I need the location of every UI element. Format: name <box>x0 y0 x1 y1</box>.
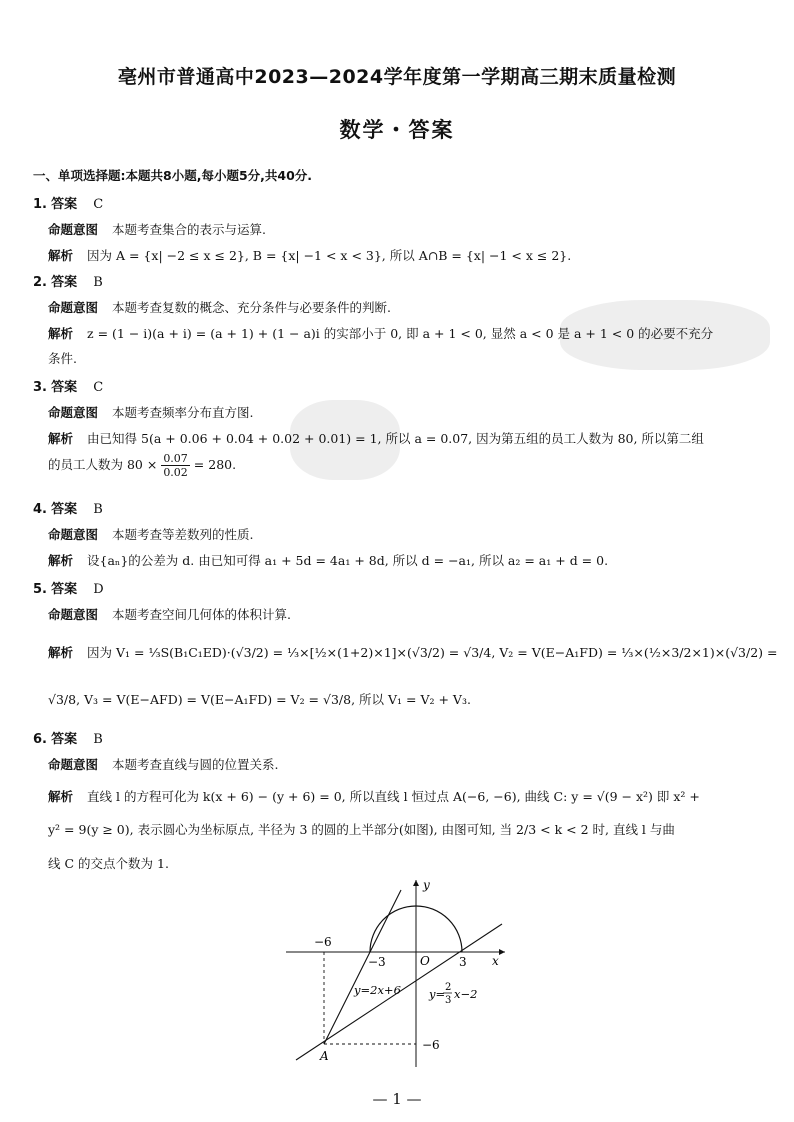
question-6-analysis <box>48 787 700 805</box>
x-axis-label: x <box>492 954 499 968</box>
analysis-label: 解析 <box>48 326 74 341</box>
question-number: 1. <box>33 197 47 212</box>
analysis-label: 解析 <box>48 248 74 263</box>
point-a-label: A <box>320 1049 329 1063</box>
question-6-answer <box>33 728 103 747</box>
question-2-analysis <box>48 324 713 342</box>
analysis-text: 因为 V₁ = ⅓S(B₁C₁ED)·(√3/2) = ⅓×[½×(1+2)×1]×(√3/2) = √3/4, V₂ = V(E−A₁FD) = ⅓×(½×3/2×1)×(√3/2) = <box>87 645 778 660</box>
line-label-2-denominator: 3 <box>445 995 452 1006</box>
page-number: — 1 — <box>372 1090 422 1108</box>
question-4-intent <box>48 525 254 543</box>
line-label-1: y=2x+6 <box>354 983 401 997</box>
analysis-text: 设{aₙ}的公差为 d. 由已知可得 a₁ + 5d = 4a₁ + 8d, 所以 d = −a₁, 所以 a₂ = a₁ + d = 0. <box>87 553 609 568</box>
origin-label: O <box>420 954 430 968</box>
question-2-answer <box>33 271 103 290</box>
answer-label: 答案 <box>51 197 78 212</box>
question-number: 4. <box>33 502 47 517</box>
tick-label-neg6-x: −6 <box>314 935 332 949</box>
tick-label-neg3: −3 <box>368 955 386 969</box>
analysis-text: 因为 A = {x| −2 ≤ x ≤ 2}, B = {x| −1 < x < 3}, 所以 A∩B = {x| −1 < x ≤ 2}. <box>87 248 572 263</box>
intent-text: 本题考查空间几何体的体积计算. <box>112 607 291 622</box>
answer-label: 答案 <box>51 380 78 395</box>
question-4-answer <box>33 498 103 517</box>
answer-value: D <box>93 582 104 597</box>
question-4-analysis <box>48 551 608 569</box>
section-heading: 一、单项选择题:本题共8小题,每小题5分,共40分. <box>33 168 313 183</box>
y-axis-label: y <box>423 878 430 892</box>
intent-label: 命题意图 <box>48 300 99 315</box>
intent-label: 命题意图 <box>48 405 99 420</box>
answer-label: 答案 <box>51 582 78 597</box>
analysis-text: 由已知得 5(a + 0.06 + 0.04 + 0.02 + 0.01) = 1, 所以 a = 0.07, 因为第五组的员工人数为 80, 所以第二组 <box>87 431 704 446</box>
page-subtitle: 数学・答案 <box>339 118 455 142</box>
question-number: 5. <box>33 582 47 597</box>
analysis-label: 解析 <box>48 789 74 804</box>
intent-label: 命题意图 <box>48 757 99 772</box>
intent-text: 本题考查频率分布直方图. <box>112 405 254 420</box>
line-label-2-suffix: x−2 <box>454 987 478 1001</box>
question-5-answer <box>33 578 104 597</box>
question-3-analysis <box>48 429 704 447</box>
page-title: 亳州市普通高中2023—2024学年度第一学期高三期末质量检测 <box>117 66 677 88</box>
line-label-2-numerator: 2 <box>445 982 452 993</box>
line-label-2-prefix: y= <box>429 987 446 1001</box>
intent-text: 本题考查集合的表示与运算. <box>112 222 266 237</box>
analysis-continuation: 线 C 的交点个数为 1. <box>48 856 169 871</box>
answer-value: B <box>93 502 103 517</box>
analysis-continuation: y² = 9(y ≥ 0), 表示圆心为坐标原点, 半径为 3 的圆的上半部分(如图), 由图可知, 当 2/3 < k < 2 时, 直线 l 与曲 <box>48 822 675 837</box>
question-6-intent <box>48 755 279 773</box>
fraction-numerator: 0.07 <box>163 452 188 465</box>
question-5-analysis <box>48 643 778 661</box>
intent-text: 本题考查等差数列的性质. <box>112 527 254 542</box>
analysis-text: 的员工人数为 80 × <box>48 457 158 472</box>
intent-label: 命题意图 <box>48 527 99 542</box>
fraction-denominator: 0.02 <box>163 466 188 479</box>
analysis-text: 直线 l 的方程可化为 k(x + 6) − (y + 6) = 0, 所以直线 l 恒过点 A(−6, −6), 曲线 C: y = √(9 − x²) 即 x² + <box>87 789 700 804</box>
analysis-text: = 280. <box>193 457 237 472</box>
question-3-answer <box>33 376 103 395</box>
answer-label: 答案 <box>51 275 78 290</box>
tick-label-neg6-y: −6 <box>422 1038 440 1052</box>
analysis-label: 解析 <box>48 645 74 660</box>
question-number: 3. <box>33 380 47 395</box>
question-2-intent <box>48 298 391 316</box>
analysis-text: z = (1 − i)(a + i) = (a + 1) + (1 − a)i 的实部小于 0, 即 a + 1 < 0, 显然 a < 0 是 a + 1 < 0 的必要不充分 <box>87 326 714 341</box>
question-number: 2. <box>33 275 47 290</box>
question-1-answer <box>33 193 103 212</box>
intent-text: 本题考查复数的概念、充分条件与必要条件的判断. <box>112 300 391 315</box>
analysis-continuation <box>48 452 236 479</box>
line-y-2x-plus-6 <box>324 890 401 1044</box>
intent-label: 命题意图 <box>48 222 99 237</box>
fraction <box>161 452 190 479</box>
question-3-intent <box>48 403 254 421</box>
question-1-analysis <box>48 246 571 264</box>
answer-value: B <box>93 732 103 747</box>
intent-text: 本题考查直线与圆的位置关系. <box>112 757 279 772</box>
answer-label: 答案 <box>51 732 78 747</box>
answer-value: B <box>93 275 103 290</box>
analysis-continuation: 条件. <box>48 351 77 366</box>
question-1-intent <box>48 220 266 238</box>
answer-label: 答案 <box>51 502 78 517</box>
analysis-label: 解析 <box>48 553 74 568</box>
circle-line-figure <box>280 872 520 1072</box>
intent-label: 命题意图 <box>48 607 99 622</box>
answer-value: C <box>93 380 104 395</box>
analysis-continuation: √3/8, V₃ = V(E−AFD) = V(E−A₁FD) = V₂ = √3/8, 所以 V₁ = V₂ + V₃. <box>48 692 471 707</box>
question-number: 6. <box>33 732 47 747</box>
analysis-label: 解析 <box>48 431 74 446</box>
tick-label-3: 3 <box>459 955 467 969</box>
answer-value: C <box>93 197 104 212</box>
question-5-intent <box>48 605 291 623</box>
